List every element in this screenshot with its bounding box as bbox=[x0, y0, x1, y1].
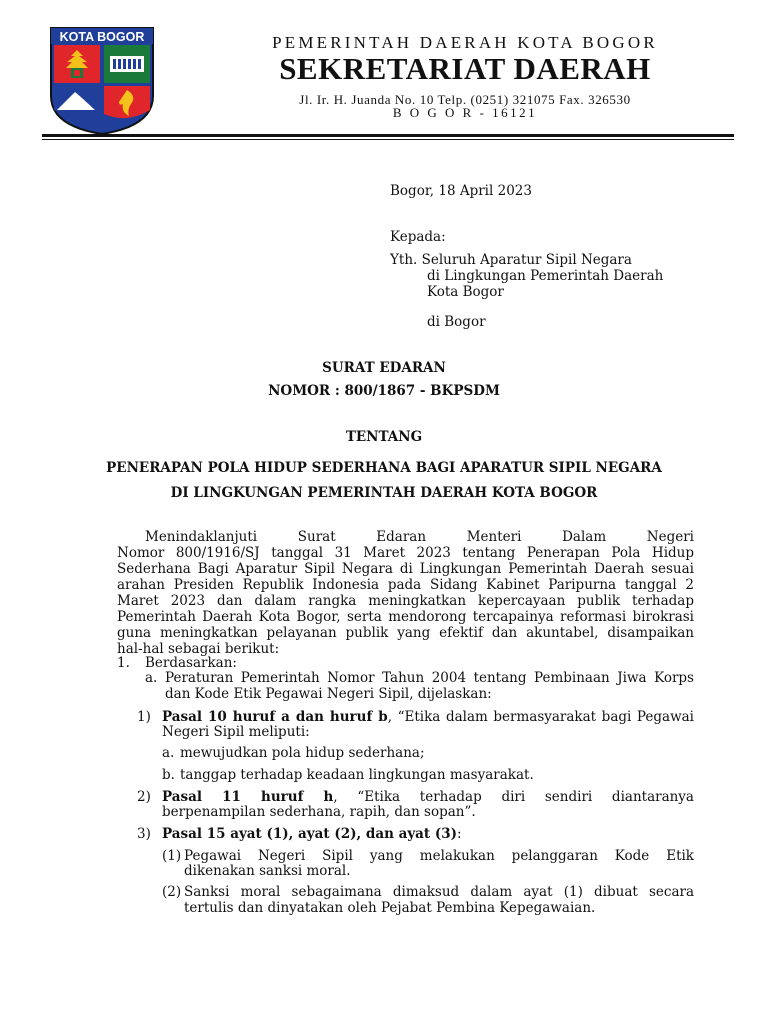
sublist-number: 2) bbox=[137, 789, 151, 805]
sublist-item-line bbox=[162, 710, 694, 725]
header-rule-thin bbox=[42, 139, 734, 140]
paragraph-line: Sederhana Bagi Aparatur Sipil Negara di Lingkungan Pemerintah Daerah sesuai bbox=[117, 561, 694, 577]
recipient-yth: Yth. Seluruh Aparatur Sipil Negara bbox=[390, 252, 632, 268]
paragraph-line: guna meningkatkan pelayanan publik yang efektif dan akuntabel, disampaikan bbox=[117, 625, 694, 641]
list-item-line: dan Kode Etik Pegawai Negeri Sipil, dijelaskan: bbox=[165, 686, 492, 702]
sublist-item-line: Negeri Sipil meliputi: bbox=[162, 724, 310, 740]
clause-line: Pegawai Negeri Sipil yang melakukan pelanggaran Kode Etik bbox=[184, 848, 694, 864]
sublist-number: 1) bbox=[137, 709, 151, 725]
paragraph-line: Menindaklanjuti Surat Edaran Menteri Dalam Negeri bbox=[145, 529, 694, 545]
recipient-kepada: Kepada: bbox=[390, 229, 446, 245]
article-text: , “Etika terhadap diri sendiri diantaranya bbox=[333, 789, 694, 805]
sublist-number: 3) bbox=[137, 826, 151, 842]
clause-number: (2) bbox=[162, 884, 182, 900]
sublist-letter: b. bbox=[162, 767, 175, 783]
clause-line: Sanksi moral sebagaimana dimaksud dalam ayat (1) dibuat secara bbox=[184, 884, 694, 900]
letterhead-office: SEKRETARIAT DAERAH bbox=[279, 51, 651, 86]
letter-tentang: TENTANG bbox=[345, 429, 423, 445]
recipient-line2: di Lingkungan Pemerintah Daerah bbox=[427, 268, 664, 284]
sublist-letter: a. bbox=[162, 745, 175, 761]
letterhead-city: B O G O R - 16121 bbox=[392, 105, 538, 120]
paragraph-line: Nomor 800/1916/SJ tanggal 31 Maret 2023 tentang Penerapan Pola Hidup bbox=[117, 545, 694, 561]
letter-subject-2: DI LINGKUNGAN PEMERINTAH DAERAH KOTA BOGOR bbox=[170, 485, 598, 501]
letterhead-government: PEMERINTAH DAERAH KOTA BOGOR bbox=[272, 33, 658, 52]
paragraph-line: Pemerintah Daerah Kota Bogor, serta mendorong tercapainya reformasi birokrasi bbox=[117, 609, 694, 625]
header-rule-thick bbox=[42, 134, 734, 137]
paragraph-line: hal-hal sebagai berikut: bbox=[117, 641, 280, 657]
sublist-item-line bbox=[162, 790, 694, 805]
clause-line: tertulis dan dinyatakan oleh Pejabat Pembina Kepegawaian. bbox=[184, 900, 596, 916]
paragraph-line: Maret 2023 dan dalam rangka meningkatkan kepercayaan publik terhadap bbox=[117, 593, 694, 609]
paragraph-line: arahan Presiden Republik Indonesia pada Sidang Kabinet Paripurna tanggal 2 bbox=[117, 577, 694, 593]
recipient-line3: Kota Bogor bbox=[427, 284, 504, 300]
sublist-subitem: mewujudkan pola hidup sederhana; bbox=[180, 745, 425, 761]
letter-type: SURAT EDARAN bbox=[322, 360, 446, 376]
article-reference: Pasal 11 huruf h bbox=[162, 789, 334, 805]
logo-label: KOTA BOGOR bbox=[59, 30, 145, 44]
list-number: 1. bbox=[117, 655, 130, 671]
article-reference: Pasal 10 huruf a dan huruf b bbox=[162, 709, 388, 725]
clause-line: dikenakan sanksi moral. bbox=[184, 863, 351, 879]
list-letter: a. bbox=[145, 670, 158, 686]
letter-date: Bogor, 18 April 2023 bbox=[390, 183, 532, 199]
sublist-item-line bbox=[162, 827, 462, 842]
list-item-line: Peraturan Pemerintah Nomor Tahun 2004 tentang Pembinaan Jiwa Korps bbox=[165, 670, 694, 686]
article-text: : bbox=[457, 826, 462, 842]
article-text: , “Etika dalam bermasyarakat bagi Pegawai bbox=[387, 709, 694, 725]
recipient-place: di Bogor bbox=[427, 314, 486, 330]
list-item: Berdasarkan: bbox=[145, 655, 237, 671]
letter-number: NOMOR : 800/1867 - BKPSDM bbox=[268, 383, 500, 399]
article-reference: Pasal 15 ayat (1), ayat (2), dan ayat (3) bbox=[162, 826, 458, 842]
kota-bogor-crest-icon bbox=[49, 26, 155, 136]
sublist-subitem: tanggap terhadap keadaan lingkungan masyarakat. bbox=[180, 767, 534, 783]
clause-number: (1) bbox=[162, 848, 182, 864]
sublist-item-line: berpenampilan sederhana, rapih, dan sopan”. bbox=[162, 804, 476, 820]
letter-subject-1: PENERAPAN POLA HIDUP SEDERHANA BAGI APARATUR SIPIL NEGARA bbox=[106, 460, 662, 476]
letterhead-address: Jl. Ir. H. Juanda No. 10 Telp. (0251) 321075 Fax. 326530 bbox=[299, 92, 631, 107]
